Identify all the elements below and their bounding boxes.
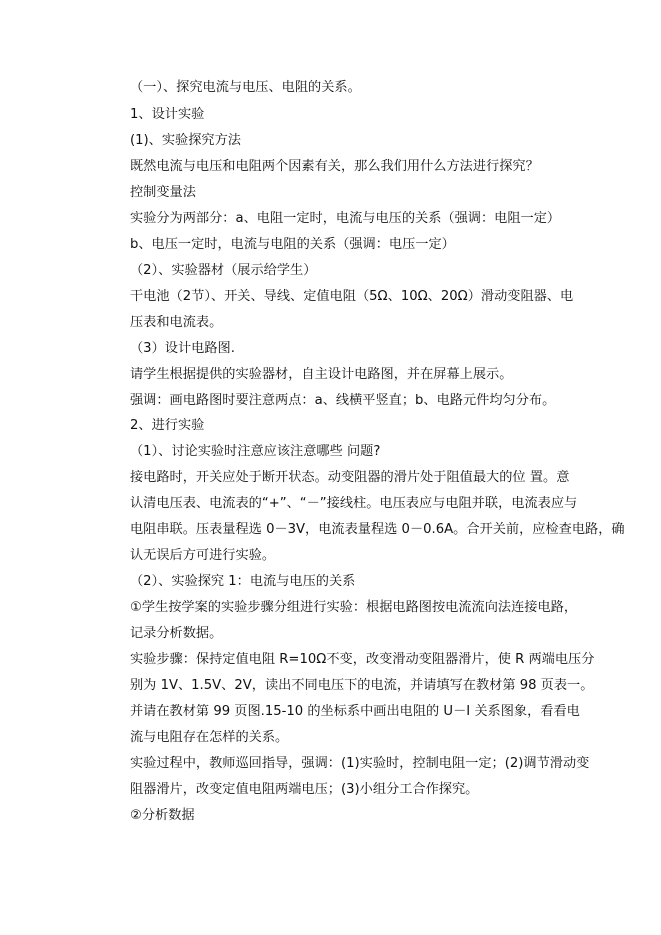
subheading-method: (1)、实验探究方法 — [130, 133, 241, 148]
paragraph-line: 阻器滑片，改变定值电阻两端电压；(3)小组分工合作探究。 — [130, 782, 479, 797]
paragraph-line: 强调：画电路图时要注意两点：a、线横平竖直；b、电路元件均匀分布。 — [130, 393, 556, 408]
paragraph-line: 压表和电流表。 — [130, 315, 223, 330]
paragraph-line: 记录分析数据。 — [130, 626, 223, 641]
paragraph-line: （1）、讨论实验时注意应该注意哪些 问题? — [130, 444, 381, 459]
section-heading: （一）、探究电流与电压、电阻的关系。 — [130, 80, 361, 95]
paragraph-line: 电阻串联。压表量程选 0－3V，电流表量程选 0－0.6A。合开关前，应检查电路，确 — [130, 522, 625, 537]
subheading-analyze-data: ②分析数据 — [130, 808, 195, 823]
paragraph-line: 既然电流与电压和电阻两个因素有关，那么我们用什么方法进行探究？ — [130, 159, 539, 174]
subheading-conduct-experiment: 2、进行实验 — [130, 418, 205, 433]
paragraph-line: 实验分为两部分：a、电阻一定时，电流与电压的关系（强调：电阻一定） — [130, 211, 561, 226]
subheading-design-experiment: 1、设计实验 — [130, 107, 205, 122]
paragraph-line: 并请在教材第 99 页图.15-10 的坐标系中画出电阻的 U－I 关系图象，看看电 — [130, 704, 580, 719]
paragraph-line: 接电路时，开关应处于断开状态。动变阻器的滑片处于阻值最大的位 置。意 — [130, 470, 570, 485]
subheading-circuit-design: （3）设计电路图. — [130, 341, 235, 356]
paragraph-line: 认无误后方可进行实验。 — [130, 548, 276, 563]
paragraph-line: 流与电阻存在怎样的关系。 — [130, 730, 289, 745]
paragraph-line: 别为 1V、1.5V、2V，读出不同电压下的电流，并请填写在教材第 98 页表一。 — [130, 678, 594, 693]
paragraph-line: 实验步骤：保持定值电阻 R=10Ω不变，改变滑动变阻器滑片，使 R 两端电压分 — [130, 652, 595, 667]
paragraph-line: 认清电压表、电流表的“+”、“－”接线柱。电压表应与电阻并联，电流表应与 — [130, 496, 578, 511]
paragraph-line: 实验过程中，教师巡回指导，强调：(1)实验时，控制电阻一定；(2)调节滑动变 — [130, 756, 590, 771]
subheading-experiment-1: （2）、实验探究 1：电流与电压的关系 — [130, 574, 356, 589]
paragraph-line: ①学生按学案的实验步骤分组进行实验：根据电路图按电流流向法连接电路， — [130, 600, 578, 615]
paragraph-line: b、电压一定时，电流与电阻的关系（强调：电压一定） — [130, 237, 455, 252]
paragraph-line: 干电池（2节）、开关、导线、定值电阻（5Ω、10Ω、20Ω）滑动变阻器、电 — [130, 289, 574, 304]
paragraph-line: 请学生根据提供的实验器材，自主设计电路图，并在屏幕上展示。 — [130, 367, 513, 382]
paragraph-line: 控制变量法 — [130, 185, 196, 200]
subheading-equipment: （2）、实验器材（展示给学生） — [130, 263, 317, 278]
